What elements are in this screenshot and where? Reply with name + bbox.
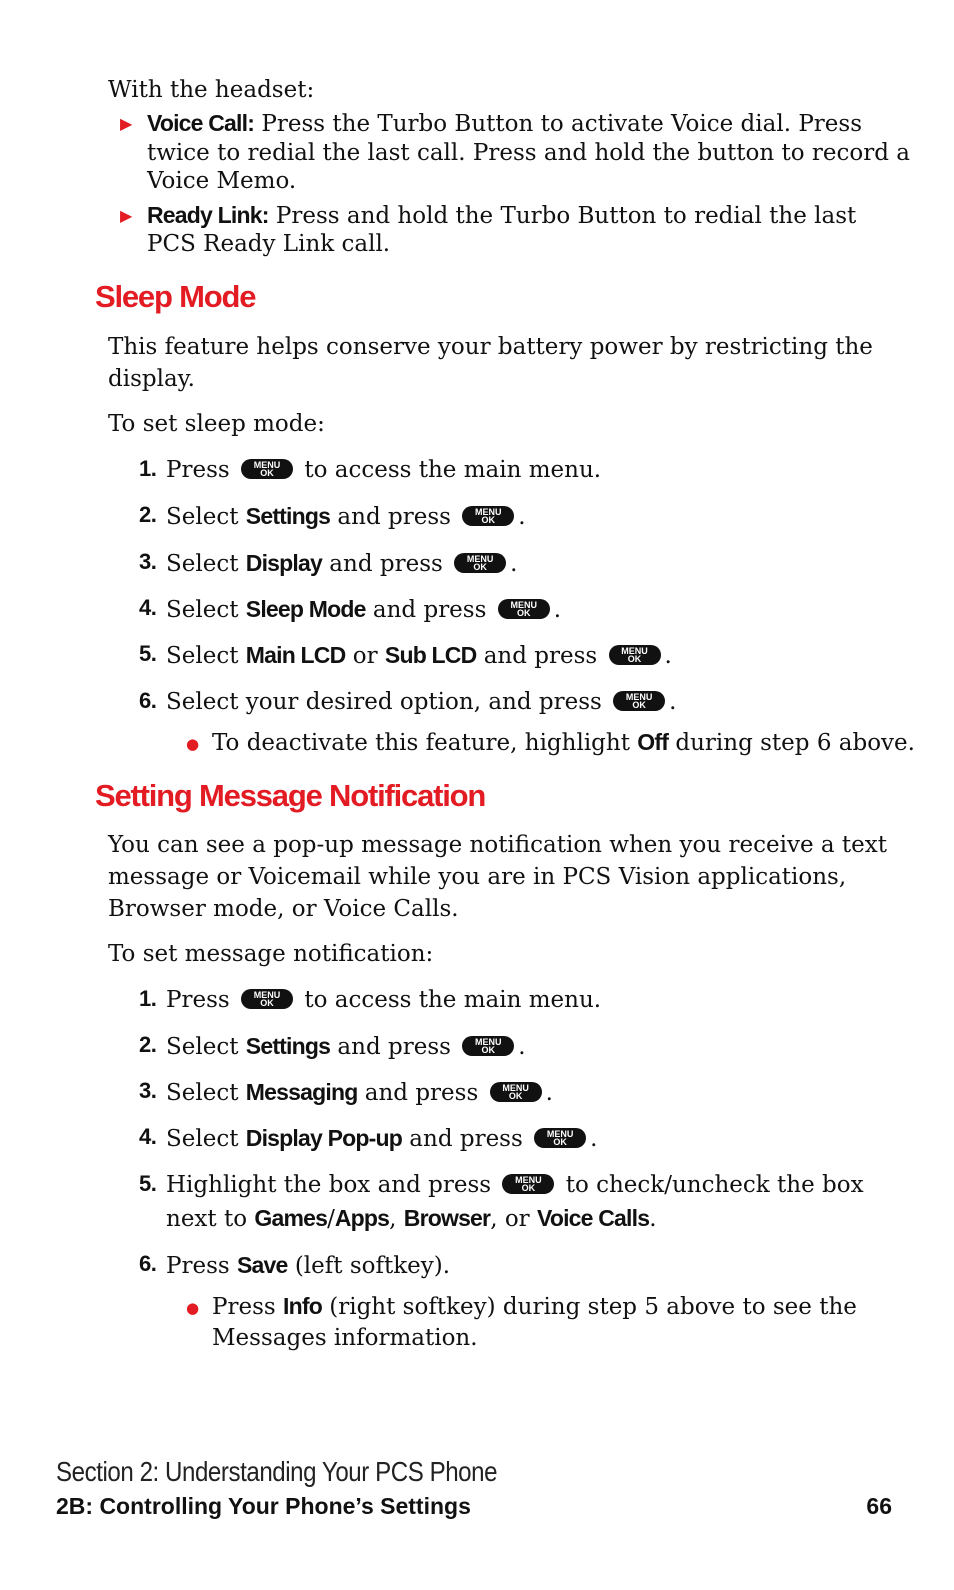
voice-call-text-l3: Voice Memo.: [147, 168, 297, 194]
step-text: Press: [166, 457, 230, 483]
step-number: 5.: [139, 641, 157, 666]
step-text: Select: [166, 551, 246, 577]
ready-link-item: [147, 200, 856, 231]
page-number: 66: [866, 1493, 892, 1519]
menu-ok-key-icon: MENU OK: [462, 506, 514, 526]
note-bold: Off: [637, 729, 669, 755]
step-end: .: [545, 1080, 553, 1106]
step-number: 4.: [139, 595, 157, 620]
step-text: and press: [322, 551, 443, 577]
menu-item-name: Sleep Mode: [245, 596, 366, 622]
step-text: Press: [166, 987, 230, 1013]
msg-note: [212, 1291, 857, 1322]
sleep-note: [212, 727, 915, 758]
step-text: to access the main menu.: [304, 457, 602, 483]
step-end: .: [669, 689, 677, 715]
note-text: during step 6 above.: [668, 730, 915, 756]
menu-ok-key-icon: MENU OK: [502, 1174, 554, 1194]
step-text: Select: [166, 504, 246, 530]
menu-item-name: Sub LCD: [384, 642, 477, 668]
arrow-bullet-icon: ▶: [120, 114, 133, 133]
step-text: and press: [357, 1080, 479, 1106]
menu-item-name: Voice Calls: [536, 1205, 650, 1231]
step-text: Press: [166, 1253, 237, 1279]
red-bullet-icon: ●: [186, 735, 200, 753]
step-end: .: [510, 551, 518, 577]
menu-ok-key-icon: MENU OK: [609, 645, 661, 665]
step-number: 3.: [139, 1078, 157, 1103]
arrow-bullet-icon: ▶: [120, 206, 133, 225]
menu-item-name: Display Pop-up: [245, 1125, 402, 1151]
step-text: Select your desired option, and press: [166, 689, 602, 715]
sleep-to-set: To set sleep mode:: [108, 411, 325, 437]
menu-ok-key-icon: MENU OK: [490, 1082, 542, 1102]
ready-link-text-l1: Press and hold the Turbo Button to redial the last: [268, 203, 857, 229]
headset-intro: With the headset:: [108, 77, 315, 103]
ready-link-text-l2: PCS Ready Link call.: [147, 231, 391, 257]
msg-step-5-line2: [166, 1203, 657, 1234]
step-text: , or: [490, 1206, 537, 1232]
menu-item-name: Display: [245, 550, 322, 576]
step-text: to access the main menu.: [304, 987, 602, 1013]
msg-desc-l1: You can see a pop-up message notification when you receive a text: [108, 832, 887, 858]
msg-step-2: [166, 1031, 526, 1062]
red-bullet-icon: ●: [186, 1299, 200, 1317]
step-end: .: [518, 1034, 526, 1060]
step-end: .: [649, 1206, 657, 1232]
menu-ok-key-icon: MENU OK: [498, 599, 550, 619]
step-number: 2.: [139, 1032, 157, 1057]
sleep-step-5: [166, 640, 672, 671]
step-text: Select: [166, 1126, 246, 1152]
voice-call-label: Voice Call:: [147, 110, 255, 136]
step-text: Select: [166, 597, 246, 623]
step-text: and press: [330, 1034, 451, 1060]
step-text: Select: [166, 643, 246, 669]
voice-call-text-l1: Press the Turbo Button to activate Voice dial. Press: [254, 111, 863, 137]
note-text: Press: [212, 1294, 283, 1320]
menu-ok-key-icon: MENU OK: [241, 989, 293, 1009]
msg-step-1: [166, 985, 601, 1015]
note-text: (right softkey) during step 5 above to see the: [321, 1294, 857, 1320]
sleep-desc-l1: This feature helps conserve your battery power by restricting the: [108, 334, 873, 360]
ready-link-label: Ready Link:: [147, 202, 269, 228]
menu-ok-key-icon: MENU OK: [613, 691, 665, 711]
note-text: To deactivate this feature, highlight: [212, 730, 638, 756]
sleep-mode-heading: Sleep Mode: [95, 279, 256, 314]
sleep-step-1: [166, 455, 601, 485]
step-number: 6.: [139, 688, 157, 713]
menu-ok-key-icon: MENU OK: [454, 553, 506, 573]
step-end: .: [553, 597, 562, 623]
menu-ok-key-icon: MENU OK: [241, 459, 293, 479]
menu-item-name: Main LCD: [245, 642, 346, 668]
footer-subsection-title: 2B: Controlling Your Phone’s Settings: [56, 1493, 471, 1519]
voice-call-text-l2: twice to redial the last call. Press and hold the button to record a: [147, 140, 910, 166]
msg-step-4: [166, 1123, 597, 1154]
step-number: 2.: [139, 502, 157, 527]
step-number: 4.: [139, 1124, 157, 1149]
sleep-desc-l2: display.: [108, 366, 195, 392]
message-notification-heading: Setting Message Notification: [95, 778, 486, 813]
msg-step-3: [166, 1077, 553, 1108]
step-text: Select: [166, 1034, 246, 1060]
msg-step-5: [166, 1170, 864, 1200]
step-text: /: [327, 1206, 335, 1232]
step-text: to check/uncheck the box: [565, 1172, 864, 1198]
menu-item-name: Apps: [334, 1205, 390, 1231]
sleep-step-2: [166, 501, 526, 532]
step-end: .: [590, 1126, 598, 1152]
menu-item-name: Browser: [403, 1205, 491, 1231]
menu-item-name: Settings: [245, 1033, 331, 1059]
step-text: ,: [389, 1206, 404, 1232]
step-end: .: [518, 504, 526, 530]
step-text: and press: [401, 1126, 523, 1152]
msg-desc-l3: Browser mode, or Voice Calls.: [108, 896, 459, 922]
step-text: and press: [330, 504, 451, 530]
sleep-step-4: [166, 594, 561, 625]
menu-ok-key-icon: MENU OK: [534, 1128, 586, 1148]
menu-item-name: Settings: [245, 503, 331, 529]
msg-step-6: [166, 1250, 450, 1281]
step-number: 6.: [139, 1251, 157, 1276]
step-number: 5.: [139, 1171, 157, 1196]
step-text: and press: [365, 597, 487, 623]
step-text: and press: [476, 643, 598, 669]
note-bold: Info: [283, 1293, 322, 1319]
step-text: (left softkey).: [287, 1253, 451, 1279]
menu-item-name: Games: [254, 1205, 328, 1231]
voice-call-item: [147, 108, 862, 139]
step-text: Select: [166, 1080, 246, 1106]
step-number: 1.: [139, 986, 157, 1011]
step-text: Highlight the box and press: [166, 1172, 492, 1198]
sleep-step-3: [166, 548, 517, 579]
menu-item-name: Messaging: [245, 1079, 358, 1105]
step-number: 1.: [139, 456, 157, 481]
msg-desc-l2: message or Voicemail while you are in PCS Vision applications,: [108, 864, 847, 890]
step-text: or: [345, 643, 385, 669]
footer-section-title: Section 2: Understanding Your PCS Phone: [56, 1456, 498, 1487]
step-end: .: [664, 643, 672, 669]
step-number: 3.: [139, 549, 157, 574]
msg-to-set: To set message notification:: [108, 941, 434, 967]
sleep-step-6: [166, 687, 676, 717]
step-text: next to: [166, 1206, 255, 1232]
menu-ok-key-icon: MENU OK: [462, 1036, 514, 1056]
softkey-name: Save: [237, 1252, 288, 1278]
msg-note-l2: Messages information.: [212, 1325, 478, 1351]
